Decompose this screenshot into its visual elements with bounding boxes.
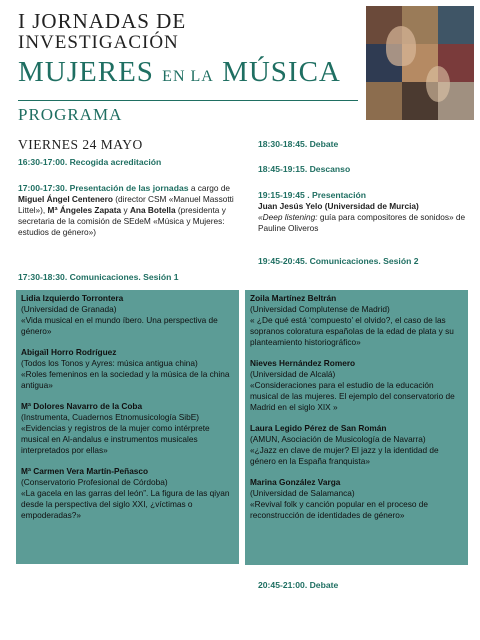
presentation-time: 17:00-17:30. Presentación de las jornadas <box>18 183 189 193</box>
book-title-rest: guía para compositores de sonidos» de Pauline Oliveros <box>258 212 466 233</box>
session-1-time: 17:30-18:30. Comunicaciones. Sesión 1 <box>18 272 179 282</box>
title-word-en-la: EN LA <box>162 68 214 85</box>
session-2-panel <box>245 290 468 565</box>
communication-entry <box>250 358 463 413</box>
title-line-1: I JORNADAS DE <box>18 9 187 33</box>
accreditation-time: 16:30-17:00. Recogida acreditación <box>18 157 162 167</box>
presentation-text-c: y <box>123 205 128 215</box>
debate-1-time: 18:30-18:45. Debate <box>258 139 339 149</box>
talk-title: «Vida musical en el mundo íbero. Una perspectiva de género» <box>21 315 218 336</box>
schedule-item-debate-1 <box>258 139 468 150</box>
title-word-mujeres: MUJERES <box>18 56 154 88</box>
speaker-institution: (Todos los Tonos y Ayres: música antigua china) <box>21 358 198 368</box>
presenter-name-1: Miguel Ángel Centenero <box>18 194 113 204</box>
speaker-name: Abigaïl Horro Rodríguez <box>21 347 117 357</box>
talk-title: «Evidencias y registros de la mujer como intérprete musical en Al-andalus e instrumentos musicales interpretados por ellas» <box>21 423 210 455</box>
header-divider <box>18 100 358 101</box>
book-presentation-time: 19:15-19:45 . Presentación <box>258 190 366 200</box>
talk-title: «La gacela en las garras del león”. La figura de las qiyan desde la perspectiva del siglo XXI, ¿víctimas o empoderadas?» <box>21 488 230 520</box>
speaker-name: Marina González Varga <box>250 477 341 487</box>
programa-heading: PROGRAMA <box>18 105 123 124</box>
communication-entry <box>21 401 234 456</box>
speaker-name: Lidia Izquierdo Torrontera <box>21 293 124 303</box>
communication-entry <box>250 477 463 521</box>
schedule-item-book-presentation <box>258 190 470 234</box>
schedule-item-accreditation <box>18 157 240 168</box>
communication-entry <box>21 466 234 521</box>
schedule-item-presentation <box>18 183 243 238</box>
communication-entry <box>250 423 463 467</box>
debate-2-time: 20:45-21:00. Debate <box>258 580 339 590</box>
schedule-item-break <box>258 164 468 175</box>
book-title <box>258 212 470 234</box>
communication-entry <box>21 293 234 337</box>
speaker-institution: (Conservatorio Profesional de Córdoba) <box>21 477 168 487</box>
speaker-institution: (Universidad Complutense de Madrid) <box>250 304 390 314</box>
speaker-name: Laura Legido Pérez de San Román <box>250 423 387 433</box>
talk-title: «Revival folk y canción popular en el proceso de reconstrucción de identidades de género» <box>250 499 429 520</box>
speaker-institution: (Instrumenta, Cuadernos Etnomusicología SibE) <box>21 412 200 422</box>
book-presenter-name: Juan Jesús Yelo (Universidad de Murcia) <box>258 201 419 211</box>
talk-title: «Consideraciones para el estudio de la educación musical de las mujeres. El ejemplo del conservatorio de Madrid en el siglo XIX » <box>250 380 455 412</box>
presentation-text-d: (presidenta y secretaria de la comisión de SEdeM «Música y Mujeres: estudios de género») <box>18 205 226 237</box>
talk-title: «¿Jazz en clave de mujer? El jazz y la identidad de género en la España franquista» <box>250 445 439 466</box>
presenter-name-3: Ana Botella <box>129 205 176 215</box>
session-2-time: 19:45-20:45. Comunicaciones. Sesión 2 <box>258 256 419 266</box>
title-line-2: INVESTIGACIÓN <box>18 32 179 53</box>
speaker-institution: (Universidad de Salamanca) <box>250 488 355 498</box>
title-word-musica: MÚSICA <box>222 56 341 88</box>
women-musicians-collage-image <box>366 6 474 120</box>
talk-title: « ¿De qué está ‘compuesto’ el olvido?, el caso de las sopranos coloratura españolas de la edad de plata y su planteamiento historiográfico» <box>250 315 454 347</box>
communication-entry <box>21 347 234 391</box>
schedule-item-session-2 <box>258 256 470 267</box>
title-main <box>18 55 363 94</box>
presentation-text-a: a cargo de <box>190 183 231 193</box>
speaker-institution: (AMUN, Asociación de Musicología de Navarra) <box>250 434 426 444</box>
presenter-name-2: Mª Ángeles Zapata <box>47 205 122 215</box>
talk-title: «Roles femeninos en la sociedad y la música de la china antigua» <box>21 369 230 390</box>
program-header <box>18 10 363 94</box>
communication-entry <box>250 293 463 348</box>
speaker-institution: (Universidad de Alcalá) <box>250 369 336 379</box>
speaker-institution: (Universidad de Granada) <box>21 304 117 314</box>
book-title-italic: «Deep listening: <box>258 212 318 222</box>
presentation-text-b: (director CSM «Manuel Massotti Littel»), <box>18 194 234 215</box>
speaker-name: Zoila Martínez Beltrán <box>250 293 337 303</box>
schedule-item-debate-2 <box>258 580 468 591</box>
schedule-item-session-1 <box>18 272 240 283</box>
speaker-name: Nieves Hernández Romero <box>250 358 356 368</box>
speaker-name: Mª Carmen Vera Martín-Peñasco <box>21 466 149 476</box>
session-1-panel <box>16 290 239 564</box>
speaker-name: Mª Dolores Navarro de la Coba <box>21 401 143 411</box>
day-heading: VIERNES 24 MAYO <box>18 137 143 152</box>
break-time: 18:45-19:15. Descanso <box>258 164 351 174</box>
